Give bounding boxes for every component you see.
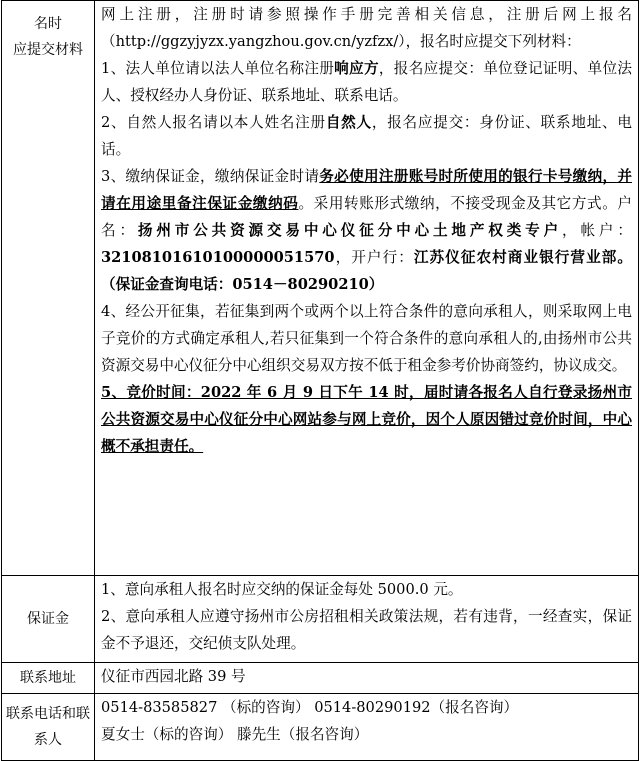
deposit-label: 保证金 <box>2 576 95 663</box>
deposit-line2: 2、意向承租人应遵守扬州市公房招租相关政策法规，若有违背，一经查实，保证金不予退还，交纪侦支队处理。 <box>101 608 632 652</box>
materials-intro: 网上注册，注册时请参照操作手册完善相关信息，注册后网上报名（http://ggzyjyzx.yangzhou.gov.cn/yzfzx/），报名时应提交下列材料： <box>101 6 632 50</box>
contact-label <box>2 694 95 761</box>
materials-content <box>95 1 639 576</box>
contact-content <box>95 694 639 761</box>
item1-bold: 响应方 <box>334 60 379 77</box>
materials-item2 <box>101 109 632 163</box>
item3-text-d: ，开户行： <box>334 249 414 266</box>
address-row <box>2 663 639 694</box>
materials-item5 <box>101 379 632 460</box>
item3-text-a: 3、缴纳保证金，缴纳保证金时请 <box>101 168 320 185</box>
item2-text-b: ，报名应提交：身份证、联系地址、电话。 <box>101 114 632 158</box>
address-value: 仪征市西园北路 39 号 <box>95 663 639 694</box>
materials-item4: 4、经公开征集，若征集到两个或两个以上符合条件的意向承租人，则采取网上电子竞价的方式确定承租人,若只征集到一个符合条件的意向承租人的,由扬州市公共资源交易中心仪征分中心组织交易双方按不低于租金参考价协商签约，协议成交。 <box>101 303 632 374</box>
info-table <box>1 0 639 761</box>
materials-label <box>2 1 95 576</box>
item5-prefix: 5、 <box>101 384 127 401</box>
item3-account-name: 扬州市公共资源交易中心仪征分中心土地产权类专户 <box>137 222 563 239</box>
materials-item1 <box>101 55 632 109</box>
item2-text-a: 2、自然人报名请以本人姓名注册 <box>101 114 326 131</box>
contact-label-line1: 联系电话和联 <box>6 706 90 722</box>
item1-text-b: ，报名应提交：单位登记证明、单位法人、授权经办人身份证、联系地址、联系电话。 <box>101 60 632 104</box>
materials-row <box>2 1 639 576</box>
contact-label-line2: 系人 <box>34 732 62 748</box>
deposit-content <box>95 576 639 663</box>
item3-bank: 江苏仪征农村商业银行营业部。（保证金查询电话：0514－80290210） <box>101 249 632 293</box>
materials-item3 <box>101 163 632 298</box>
item3-underlined-bold: 务必使用注册账号时所使用的银行卡号缴纳，并请在用途里备注保证金缴纳码 <box>101 168 632 212</box>
item1-text-a: 1、法人单位请以法人单位名称注册 <box>101 60 335 77</box>
item3-account-number: 32108101610100000051570 <box>101 249 335 266</box>
contact-row <box>2 694 639 761</box>
deposit-line1: 1、意向承租人报名时应交纳的保证金每处 5000.0 元。 <box>101 581 463 598</box>
contact-line2: 夏女士（标的咨询） 滕先生（报名咨询） <box>101 726 369 743</box>
address-label: 联系地址 <box>2 663 95 694</box>
contact-line1: 0514-83585827 （标的咨询） 0514-80290192（报名咨询） <box>101 699 519 716</box>
materials-label-line1: 名时 <box>34 16 62 32</box>
deposit-row <box>2 576 639 663</box>
item3-text-c: ，帐户： <box>562 222 632 239</box>
materials-label-line2: 应提交材料 <box>13 42 83 58</box>
item5-text: 竞价时间：2022 年 6 月 9 日下午 14 时，届时请各报名人自行登录扬州市公共资源交易中心仪征分中心网站参与网上竞价，因个人原因错过竞价时间，中心概不承担责任。 <box>101 384 632 455</box>
item3-text-b: 。采用转账形式缴纳，不接受现金及其它方式。户名： <box>101 195 632 239</box>
item2-bold: 自然人 <box>325 114 372 131</box>
